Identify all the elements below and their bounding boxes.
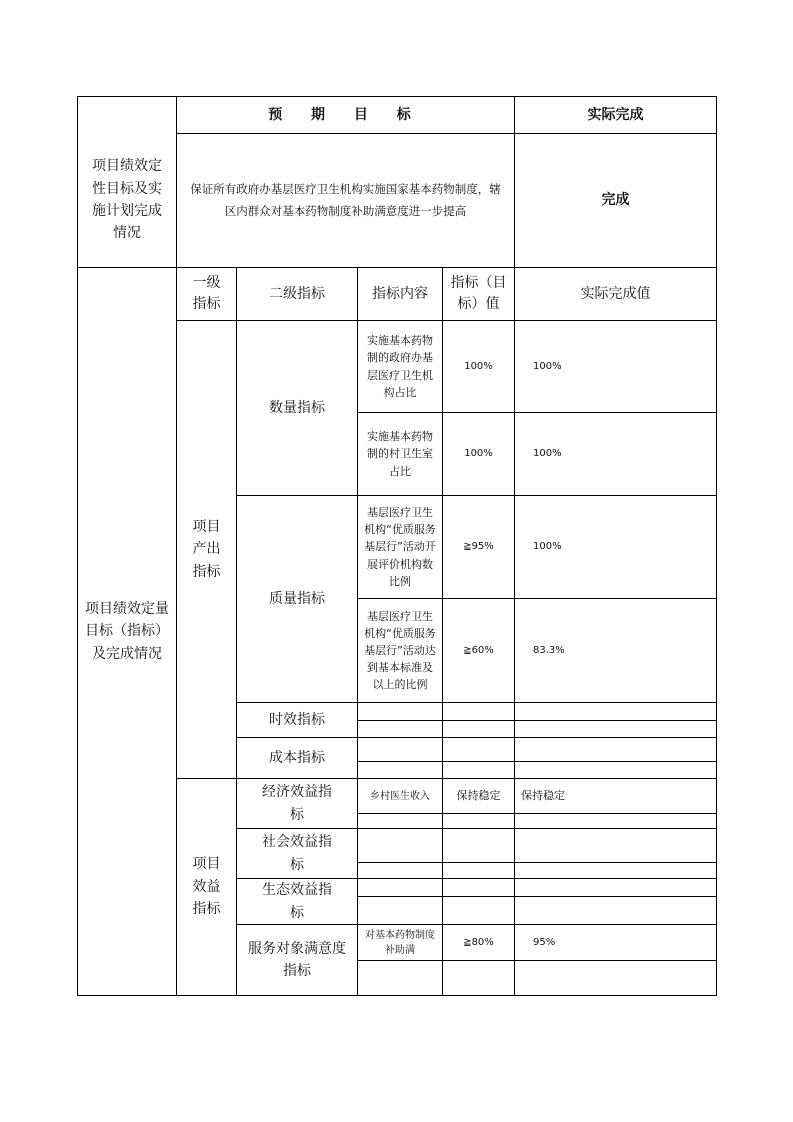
- col-actual: 实际完成值: [580, 285, 651, 302]
- rule: [357, 862, 717, 863]
- header-expected: 预 期 目 标: [268, 106, 423, 123]
- section1-label: 项目绩效定性目标及实施计划完成情况: [92, 158, 162, 242]
- indicator-actual: 保持稳定: [521, 789, 565, 803]
- col-target: 指标（目标）值: [450, 275, 507, 312]
- group-output: 项目产出指标: [192, 518, 221, 580]
- col-content: 指标内容: [372, 285, 428, 302]
- section2-label: 项目绩效定量目标（指标）及完成情况: [85, 600, 169, 662]
- level2-cost: 成本指标: [269, 749, 325, 766]
- rule: [357, 720, 717, 721]
- indicator-actual: 95%: [533, 936, 556, 948]
- indicator-content: 实施基本药物制的村卫生室占比: [367, 430, 433, 478]
- level2-quantity: 数量指标: [269, 399, 325, 416]
- indicator-actual: 100%: [533, 448, 562, 459]
- rule: [357, 267, 358, 996]
- indicator-actual: 100%: [533, 360, 562, 372]
- level2-satisfaction: 服务对象满意度指标: [248, 940, 346, 979]
- indicator-target: 100%: [464, 360, 493, 372]
- indicator-content: 乡村医生收入: [370, 790, 430, 802]
- rule: [357, 761, 717, 762]
- rule: [357, 896, 717, 897]
- indicator-target: ≧95%: [463, 541, 494, 552]
- table-border-left: [77, 96, 78, 996]
- level2-ecological: 生态效益指标: [262, 882, 332, 921]
- rule: [357, 813, 717, 814]
- indicator-content: 对基本药物制度补助满: [365, 929, 435, 956]
- indicator-content: 基层医疗卫生机构“优质服务基层行”活动达到基本标准及以上的比例: [364, 609, 436, 692]
- col-level1: 一级指标: [192, 275, 221, 312]
- col-level2: 二级指标: [269, 285, 325, 302]
- indicator-actual: 100%: [533, 541, 562, 552]
- table-border-bottom: [77, 995, 717, 996]
- indicator-target: 100%: [464, 448, 493, 459]
- level2-economic: 经济效益指标: [262, 784, 332, 823]
- group-benefit: 项目效益指标: [192, 856, 221, 918]
- table-border-right: [716, 96, 717, 996]
- actual-text: 完成: [601, 192, 630, 209]
- indicator-content: 实施基本药物制的政府办基层医疗卫生机构占比: [367, 334, 433, 399]
- indicator-target: ≧80%: [463, 936, 494, 948]
- rule: [357, 960, 717, 961]
- level2-timeliness: 时效指标: [269, 711, 325, 728]
- indicator-target: 保持稳定: [456, 789, 501, 803]
- level2-social: 社会效益指标: [262, 834, 332, 873]
- rule: [514, 267, 515, 996]
- expected-text: 保证所有政府办基层医疗卫生机构实施国家基本药物制度，辖区内群众对基本药物制度补助满意度进一步提高: [190, 181, 501, 218]
- indicator-actual: 83.3%: [533, 644, 565, 656]
- indicator-content: 基层医疗卫生机构“优质服务基层行”活动开展评价机构数比例: [364, 506, 436, 588]
- level2-quality: 质量指标: [269, 590, 325, 607]
- indicator-target: ≧60%: [463, 644, 494, 656]
- header-actual: 实际完成: [587, 106, 644, 123]
